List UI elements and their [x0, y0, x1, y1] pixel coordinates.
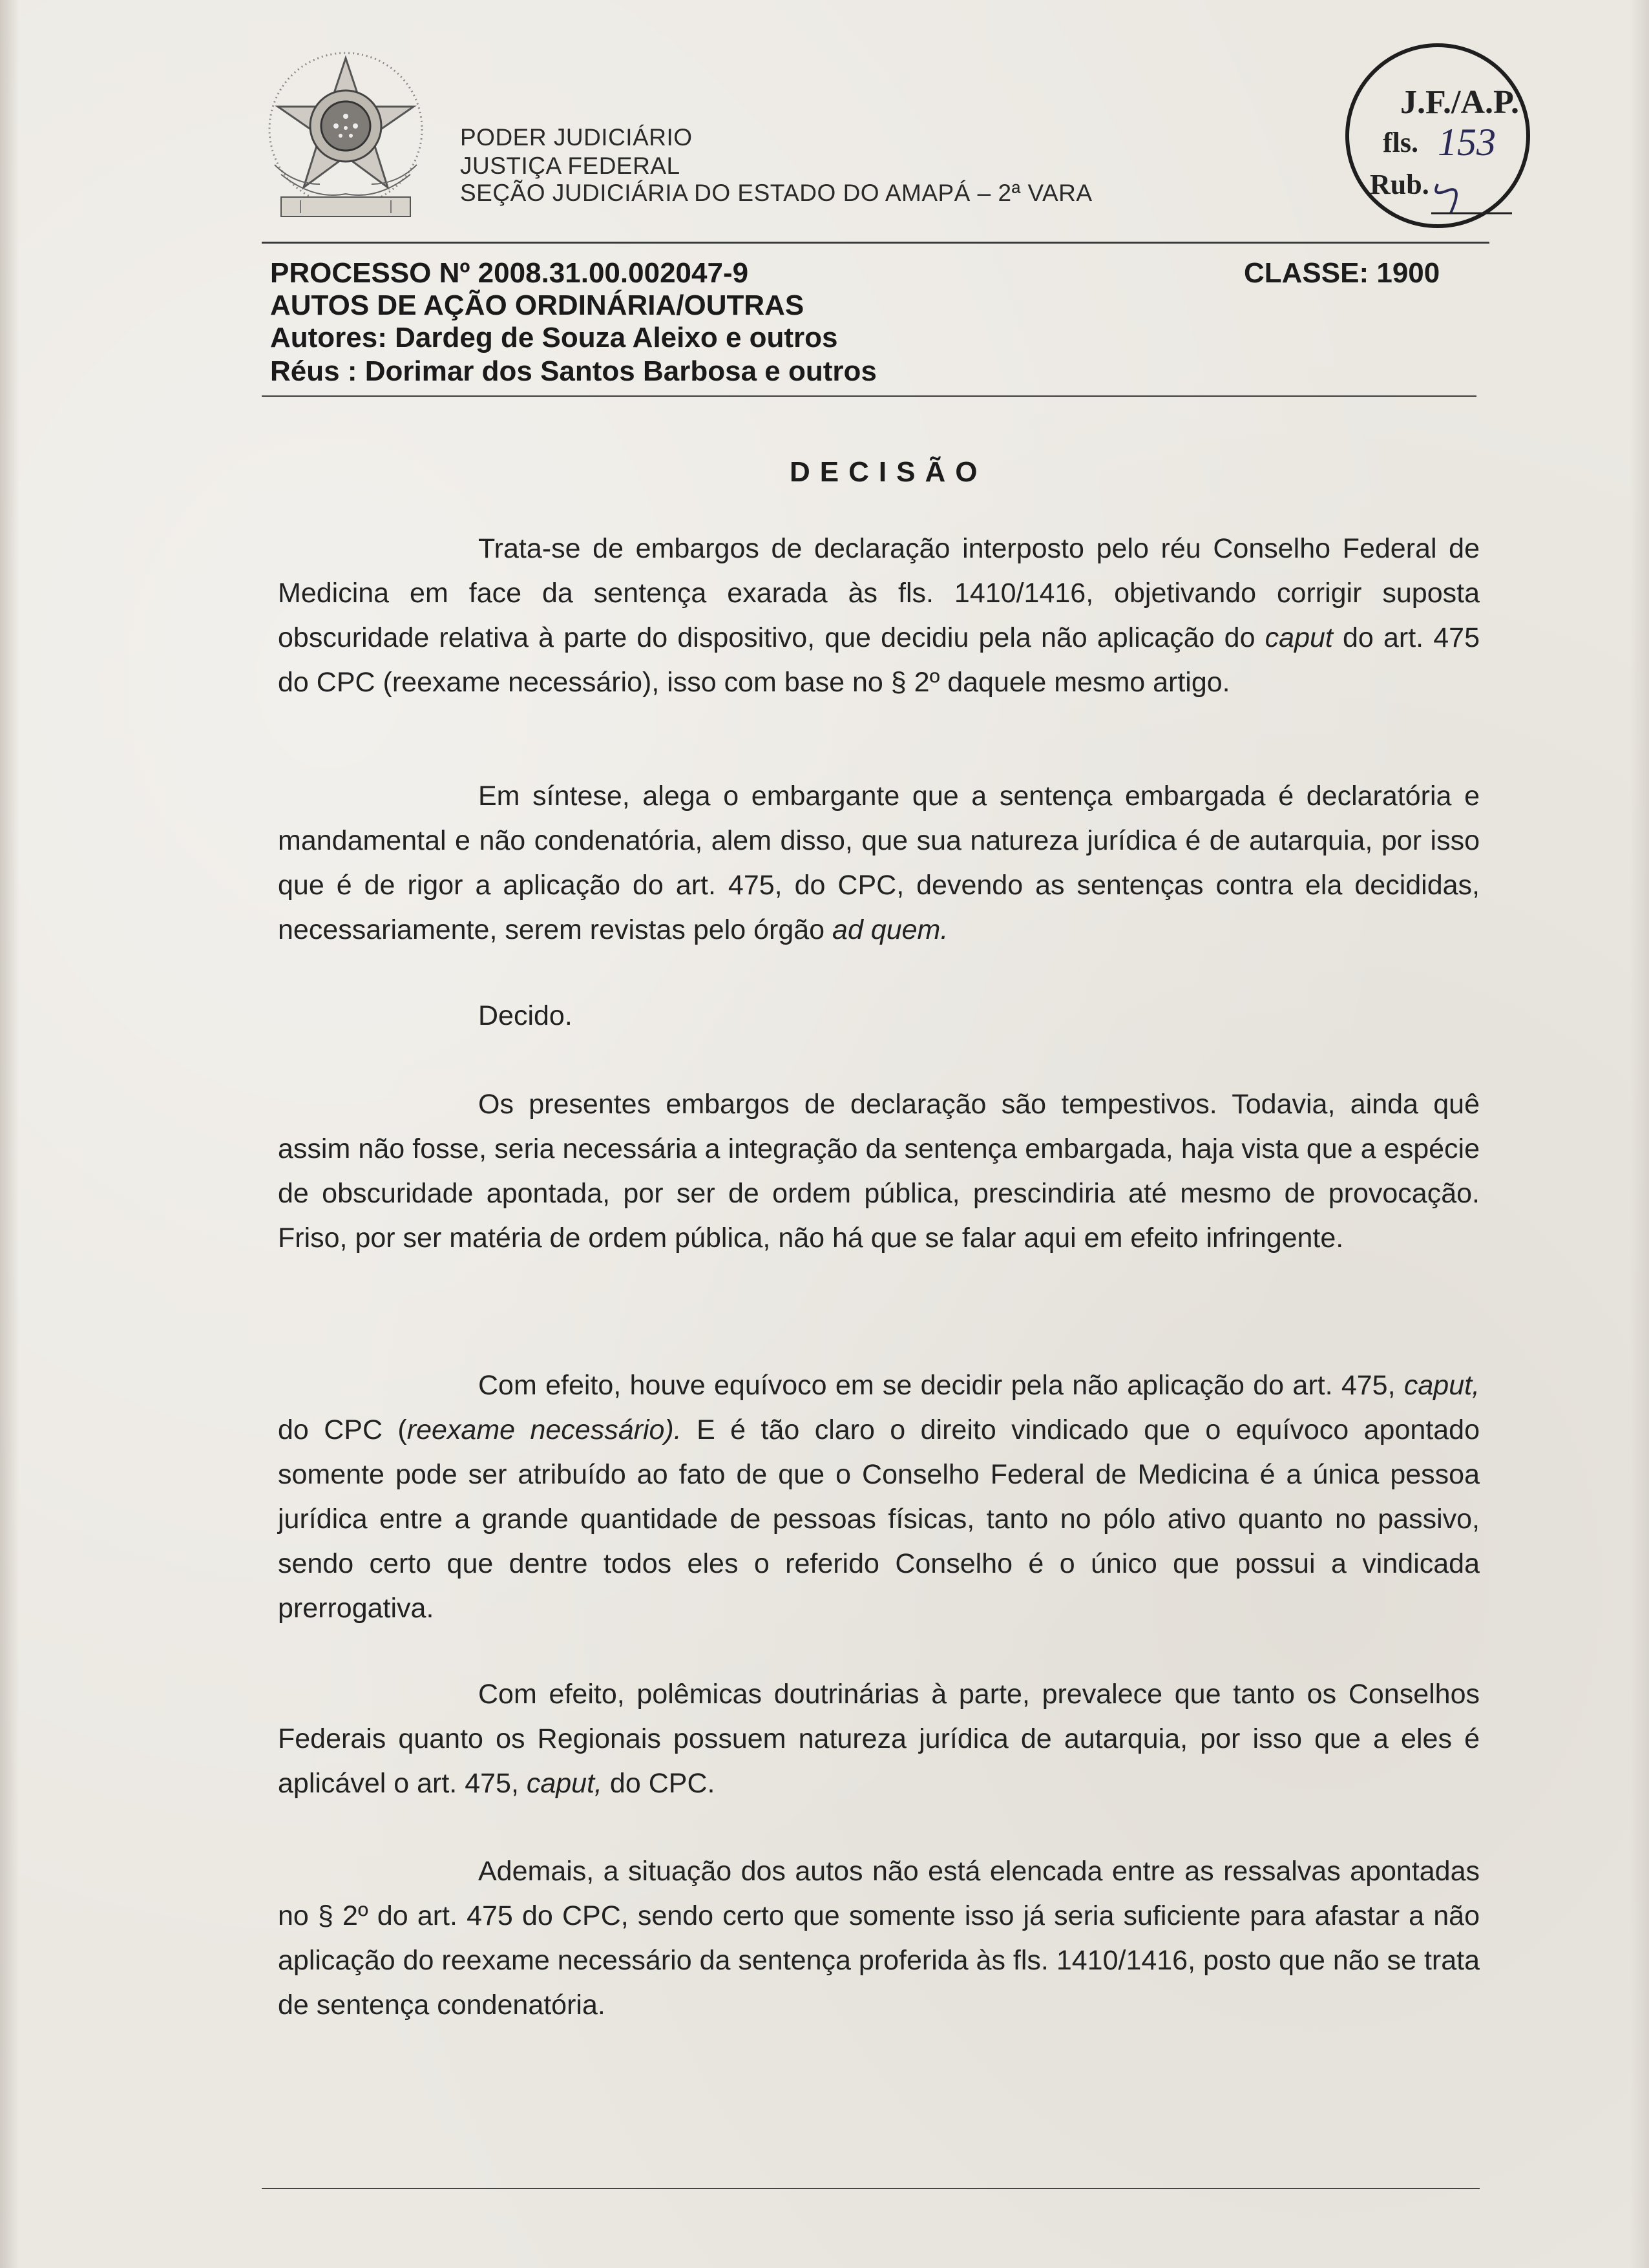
paragraph-4: Os presentes embargos de declaração são tempestivos. Todavia, ainda quê assim não fosse, seria necessária a integração da sentença embargada, haja vista que a espécie de obscuridade apontada, por ser de ordem pública, prescindiria até mesmo de provocação. Friso, por ser matéria de ordem pública, não há que se falar aqui em efeito infringente.: [278, 1089, 1480, 1254]
header-justica-federal: JUSTIÇA FEDERAL: [460, 152, 680, 179]
paragraph-3: Decido.: [478, 1000, 572, 1031]
case-reus: Réus : Dorimar dos Santos Barbosa e outros: [270, 355, 877, 387]
page-number-stamp: [1341, 39, 1535, 233]
stamp-rub-label: Rub.: [1370, 169, 1429, 200]
case-autos: AUTOS DE AÇÃO ORDINÁRIA/OUTRAS: [270, 289, 804, 321]
footer-rule: [262, 2188, 1480, 2189]
stamp-signature: [1436, 184, 1456, 213]
paragraph-5: Com efeito, houve equívoco em se decidir pela não aplicação do art. 475, caput, do CPC (reexame necessário). E é tão claro o direito vindicado que o equívoco apontado somente pode ser atribuído ao fato de que o Conselho Federal de Medicina é a única pessoa jurídica entre a grande quantidade de pessoas físicas, tanto no pólo ativo quanto no passivo, sendo certo que dentre todos eles o referido Conselho é o único que possui a vindicada prerrogativa.: [278, 1370, 1480, 1624]
paragraph-7: Ademais, a situação dos autos não está elencada entre as ressalvas apontadas no § 2º do art. 475 do CPC, sendo certo que somente isso já seria suficiente para afastar a não aplicação do reexame necessário da sentença proferida às fls. 1410/1416, posto que não se trata de sentença condenatória.: [278, 1856, 1480, 2021]
page-edge-left: [0, 0, 19, 2268]
case-classe: CLASSE: 1900: [1244, 257, 1440, 289]
stamp-fls-label: fls.: [1383, 127, 1418, 158]
page-title: DECISÃO: [790, 456, 987, 488]
case-autores: Autores: Dardeg de Souza Aleixo e outros: [270, 322, 838, 353]
coat-of-arms-icon: [255, 45, 436, 233]
header-rule: [262, 242, 1489, 244]
case-rule: [262, 395, 1476, 397]
paragraph-1: Trata-se de embargos de declaração interposto pelo réu Conselho Federal de Medicina em face da sentença exarada às fls. 1410/1416, objetivando corrigir suposta obscuridade relativa à parte do dispositivo, que decidiu pela não aplicação do caput do art. 475 do CPC (reexame necessário), isso com base no § 2º daquele mesmo artigo.: [278, 533, 1480, 698]
page-edge-right: [1630, 0, 1649, 2268]
stamp-court: J.F./A.P.: [1400, 84, 1519, 121]
paragraph-6: Com efeito, polêmicas doutrinárias à parte, prevalece que tanto os Conselhos Federais quanto os Regionais possuem natureza jurídica de autarquia, por isso que a eles é aplicável o art. 475, caput, do CPC.: [278, 1679, 1480, 1799]
header-poder-judiciario: PODER JUDICIÁRIO: [460, 124, 693, 151]
header-secao-judiciaria: SEÇÃO JUDICIÁRIA DO ESTADO DO AMAPÁ – 2ª VARA: [460, 180, 1093, 206]
case-processo: PROCESSO Nº 2008.31.00.002047-9: [270, 257, 749, 289]
stamp-fls-value: 153: [1438, 121, 1496, 163]
paragraph-2: Em síntese, alega o embargante que a sentença embargada é declaratória e mandamental e não condenatória, alem disso, que sua natureza jurídica é de autarquia, por isso que é de rigor a aplicação do art. 475, do CPC, devendo as sentenças contra ela decididas, necessariamente, serem revistas pelo órgão ad quem.: [278, 781, 1480, 945]
